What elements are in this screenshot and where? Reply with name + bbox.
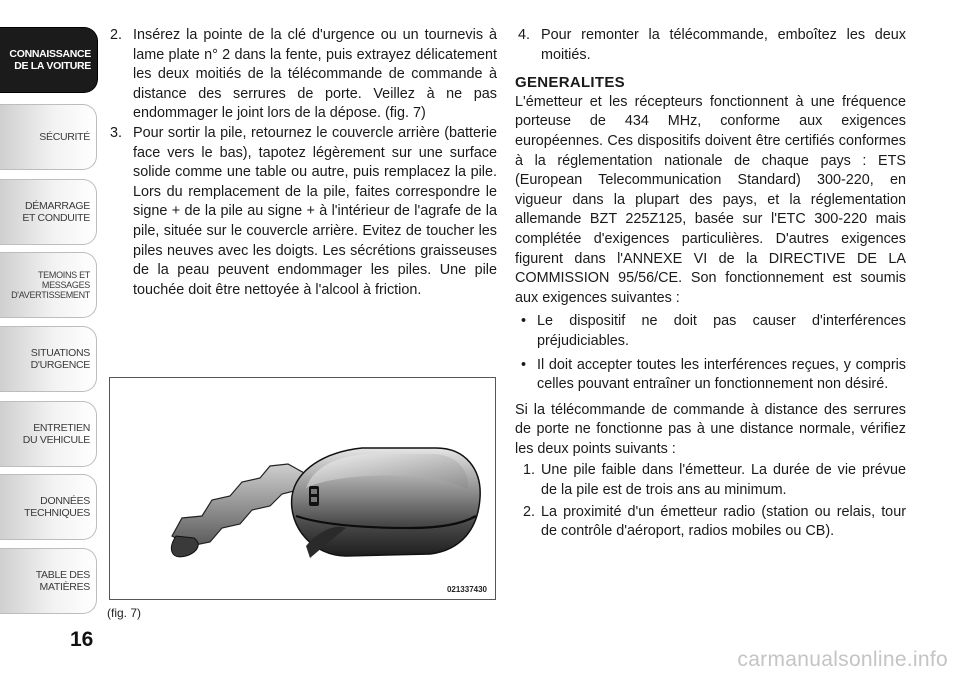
tab-label: SITUATIONS: [30, 347, 90, 359]
step-text: Pour sortir la pile, retournez le couvercle arrière (batterie face vers le bas), tapotez légèrement sur une surface solide comme une table ou autre, puis remplacez la pile. Lors du remplacement de la pile, faites correspondre le signe + de la pile au signe + à l'intérieur de l'agrafe de la pile, située sur le couvercle arrière. Evitez de toucher les piles neuves avec les doigts. Les sécrétions graisseuses de la peau peuvent endommager les piles. Une pile touchée doit être nettoyée à l'alcool à friction.: [133, 124, 497, 298]
check-text: Une pile faible dans l'émetteur. La durée de vie prévue de la pile est de trois ans au minimum.: [541, 462, 906, 499]
chapter-sidebar: [0, 0, 100, 678]
key-fob-illustration: [110, 378, 495, 599]
tab-situations[interactable]: [0, 326, 97, 392]
tab-label: D'AVERTISSEMENT: [11, 290, 90, 300]
check-text: La proximité d'un émetteur radio (station ou relais, tour de contrôle d'aéroport, radios mobiles ou CB).: [541, 503, 906, 540]
step-number: 4.: [518, 27, 531, 43]
tab-table-des-matieres[interactable]: [0, 548, 97, 614]
bullet-text: Le dispositif ne doit pas causer d'interférences préjudiciables.: [537, 313, 906, 349]
tab-label: ET CONDUITE: [22, 212, 90, 224]
tab-securite[interactable]: [0, 104, 97, 170]
section-heading: GENERALITES: [515, 74, 625, 92]
figure-key-fob: [109, 377, 496, 600]
tab-temoins[interactable]: [0, 252, 97, 318]
tab-label: TECHNIQUES: [24, 507, 90, 519]
paragraph-generalites: L'émetteur et les récepteurs fonctionnent à une fréquence porteuse de 434 MHz, conforme aux exigences européennes. Ces dispositifs doivent être certifiés conformes à la réglementation nationale de chaque pays : ETS (European Telecommunication Standard) 300-220, en vigueur dans la plupart des pays, et la réglementation allemande BZT 225Z125, basée sur l'ETC 300-220 mais complétée d'exigences particulières. D'autres exigences figurent dans l'ANNEXE VI de la DIRECTIVE DE LA COMMISSION 95/56/CE. Son fonctionnement est soumis aux exigences suivantes :: [515, 93, 906, 306]
bullet-text: Il doit accepter toutes les interférences reçues, y compris celles pouvant entraîner un fonctionnement non désiré.: [537, 356, 906, 393]
bullet-dot: •: [521, 356, 527, 373]
tab-label: SÉCURITÉ: [39, 131, 90, 143]
bullet-item: [515, 312, 906, 351]
tab-label: DÉMARRAGE: [25, 200, 90, 212]
check-number: 1.: [523, 462, 536, 479]
page-number: 16: [70, 628, 94, 651]
watermark: carmanualsonline.info: [737, 648, 948, 671]
tab-label: TABLE DES: [35, 569, 90, 581]
figure-code: 021337430: [446, 585, 487, 594]
tab-label: D'URGENCE: [30, 359, 90, 371]
tab-entretien[interactable]: [0, 401, 97, 467]
check-item: [515, 461, 906, 500]
figure-caption: (fig. 7): [107, 606, 142, 620]
tab-label: MATIÈRES: [39, 581, 90, 593]
check-number: 2.: [523, 503, 536, 520]
paragraph-remote: Si la télécommande de commande à distance des serrures de porte ne fonctionne pas à une distance normale, vérifiez les deux points suivants :: [515, 401, 906, 457]
tab-demarrage[interactable]: [0, 179, 97, 245]
tab-label: DE LA VOITURE: [14, 60, 91, 72]
check-item: [515, 503, 906, 542]
tab-label: DU VEHICULE: [22, 434, 90, 446]
step-number: 3.: [110, 124, 123, 141]
tab-label: DONNÉES: [40, 495, 90, 507]
right-column: [515, 26, 906, 542]
tab-label: MESSAGES: [41, 280, 90, 290]
tab-label: CONNAISSANCE: [9, 48, 91, 60]
bullet-dot: •: [521, 313, 527, 330]
step-2: [107, 26, 497, 124]
tab-connaissance[interactable]: [0, 27, 98, 93]
bullet-item: [515, 356, 906, 395]
step-3: [107, 124, 497, 300]
step-4: [515, 26, 906, 65]
step-text: Pour remonter la télécommande, emboîtez les deux moitiés.: [541, 27, 906, 63]
step-number: 2.: [110, 27, 123, 43]
tab-label: TEMOINS ET: [37, 270, 90, 280]
step-text: Insérez la pointe de la clé d'urgence ou un tournevis à lame plate n° 2 dans la fente, puis extrayez délicatement les deux moitiés de la télécommande de commande à distance des serrures de porte. Veillez à ne pas endommager le joint lors de la dépose. (fig. 7): [133, 27, 497, 122]
left-column: [107, 26, 497, 300]
tab-label: ENTRETIEN: [33, 422, 90, 434]
tab-donnees[interactable]: [0, 474, 97, 540]
